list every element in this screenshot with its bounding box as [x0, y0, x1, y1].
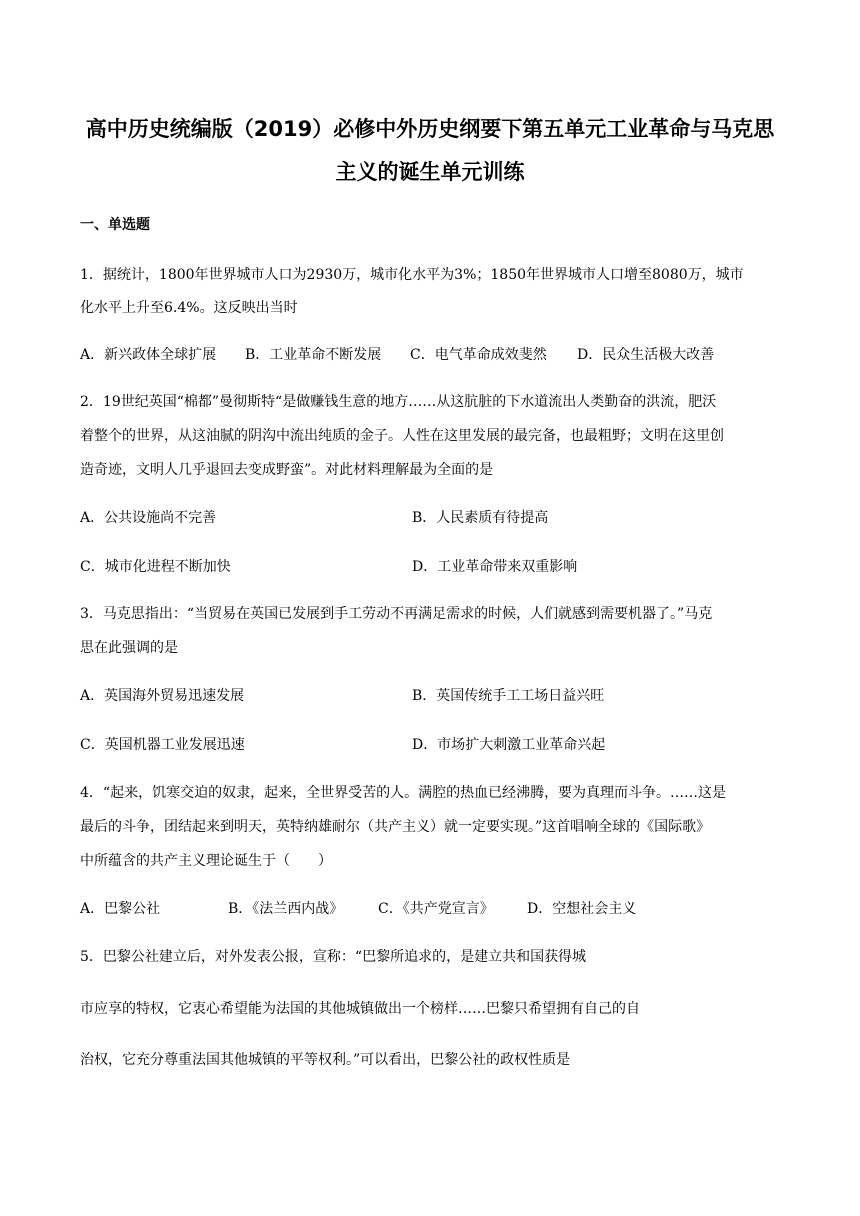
question-4-option-c: C．《共产党宣言》	[378, 901, 494, 917]
question-2-text-line-3: 造奇迹，文明人几乎退回去变成野蛮”。对此材料理解最为全面的是	[80, 462, 494, 478]
question-4-text-line-2: 最后的斗争，团结起来到明天，英特纳雄耐尔（共产主义）就一定要实现。”这首唱响全球的《国际歌》	[80, 819, 711, 835]
question-1-text-line-2: 化水平上升至6.4%。这反映出当时	[80, 300, 298, 316]
question-4-option-a: A．巴黎公社	[80, 901, 161, 917]
question-4-option-b: B．《法兰西内战》	[228, 901, 344, 917]
question-2-text-line-2: 着整个的世界，从这油腻的阴沟中流出纯质的金子。人性在这里发展的最完备，也最粗野；文明在这里创	[80, 428, 724, 444]
document-title-line-2: 主义的诞生单元训练	[335, 160, 525, 184]
question-5-text-line-1: 5．巴黎公社建立后，对外发表公报，宣称：“巴黎所追求的，是建立共和国获得城	[80, 949, 587, 965]
question-3-text-line-2: 思在此强调的是	[80, 640, 178, 656]
question-2-option-d: D．工业革命带来双重影响	[412, 559, 578, 575]
question-2-option-c: C．城市化进程不断加快	[80, 559, 231, 575]
question-4-option-d: D．空想社会主义	[527, 901, 637, 917]
question-2-option-b: B．人民素质有待提高	[412, 510, 549, 526]
question-2-text-line-1: 2．19世纪英国“棉都”曼彻斯特“是做赚钱生意的地方……从这肮脏的下水道流出人类勤奋的洪流，肥沃	[80, 394, 717, 410]
question-1-text-line-1: 1．据统计，1800年世界城市人口为2930万，城市化水平为3%；1850年世界城市人口增至8080万，城市	[80, 267, 744, 283]
question-4-text-line-3: 中所蕴含的共产主义理论诞生于（ ）	[80, 853, 332, 869]
question-4-text-line-1: 4．“起来，饥寒交迫的奴隶，起来，全世界受苦的人。满腔的热血已经沸腾，要为真理而斗争。……这是	[80, 785, 727, 801]
question-3-option-a: A．英国海外贸易迅速发展	[80, 688, 245, 704]
question-1-option-a: A．新兴政体全球扩展	[80, 347, 217, 363]
document-title-line-1: 高中历史统编版（2019）必修中外历史纲要下第五单元工业革命与马克思	[85, 117, 775, 141]
question-3-option-c: C．英国机器工业发展迅速	[80, 737, 245, 753]
question-5-text-line-3: 治权，它充分尊重法国其他城镇的平等权利。”可以看出，巴黎公社的政权性质是	[80, 1052, 571, 1068]
question-2-option-a: A．公共设施尚不完善	[80, 510, 217, 526]
question-1-option-d: D．民众生活极大改善	[577, 347, 715, 363]
section-heading: 一、单选题	[80, 217, 150, 233]
question-3-text-line-1: 3．马克思指出：“当贸易在英国已发展到手工劳动不再满足需求的时候，人们就感到需要机器了。”马克	[80, 606, 713, 622]
question-1-option-c: C．电气革命成效斐然	[410, 347, 547, 363]
question-5-text-line-2: 市应享的特权，它衷心希望能为法国的其他城镇做出一个榜样……巴黎只希望拥有自己的自	[80, 1001, 640, 1017]
question-3-option-d: D．市场扩大刺激工业革命兴起	[412, 737, 606, 753]
question-1-option-b: B．工业革命不断发展	[245, 347, 382, 363]
question-3-option-b: B．英国传统手工工场日益兴旺	[412, 688, 605, 704]
